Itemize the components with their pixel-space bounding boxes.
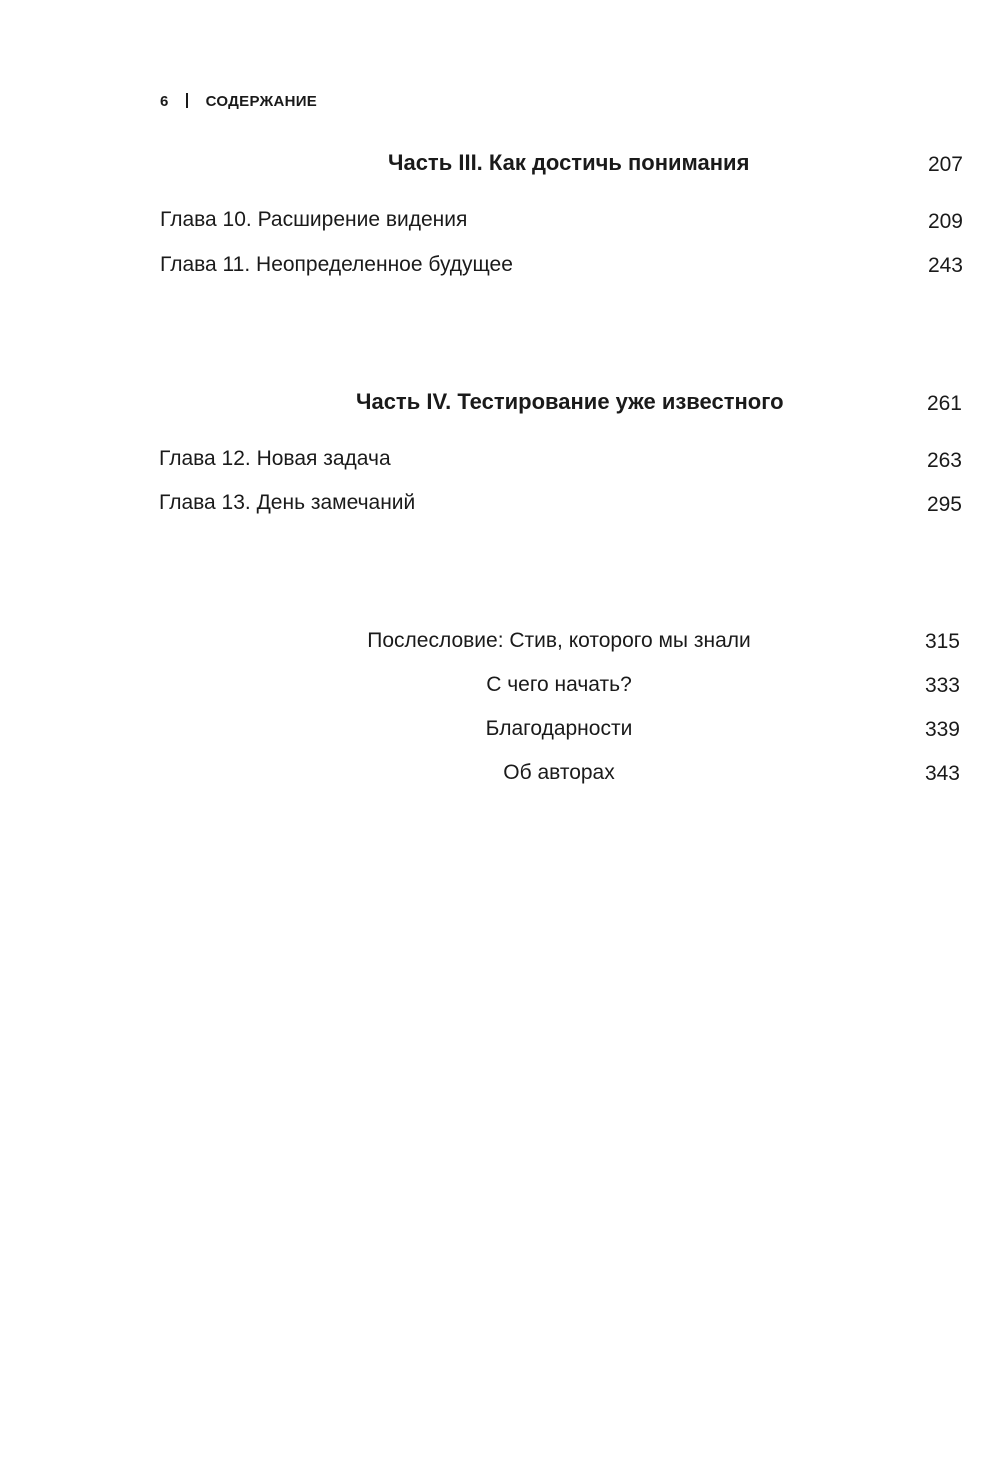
toc-page-number: 263 <box>926 449 962 472</box>
toc-backmatter-title: С чего начать? <box>486 673 632 696</box>
toc-backmatter-title: Благодарности <box>485 717 633 740</box>
running-head-page-number: 6 <box>160 93 169 110</box>
toc-backmatter-title: Послесловие: Стив, которого мы знали <box>367 629 751 652</box>
running-head-separator <box>186 93 188 108</box>
toc-page-number: 209 <box>927 210 963 233</box>
toc-page-number: 333 <box>924 674 960 697</box>
toc-chapter-title: Глава 12. Новая задача <box>159 447 391 470</box>
running-head-title: СОДЕРЖАНИЕ <box>205 93 318 110</box>
toc-page-number: 295 <box>926 493 962 516</box>
toc-backmatter-title: Об авторах <box>503 761 615 784</box>
toc-page-number: 315 <box>924 630 960 653</box>
toc-page-number: 207 <box>927 153 963 176</box>
running-head <box>160 93 317 110</box>
toc-part-title: Часть III. Как достичь понимания <box>388 150 750 175</box>
toc-chapter-title: Глава 11. Неопределенное будущее <box>160 253 513 276</box>
toc-page-number: 261 <box>926 392 962 415</box>
toc-page-number: 243 <box>927 254 963 277</box>
toc-chapter-title: Глава 10. Расширение видения <box>160 208 468 231</box>
toc-page-number: 339 <box>924 718 960 741</box>
toc-part-title: Часть IV. Тестирование уже известного <box>356 389 784 414</box>
toc-chapter-title: Глава 13. День замечаний <box>159 491 416 514</box>
toc-page-number: 343 <box>924 762 960 785</box>
